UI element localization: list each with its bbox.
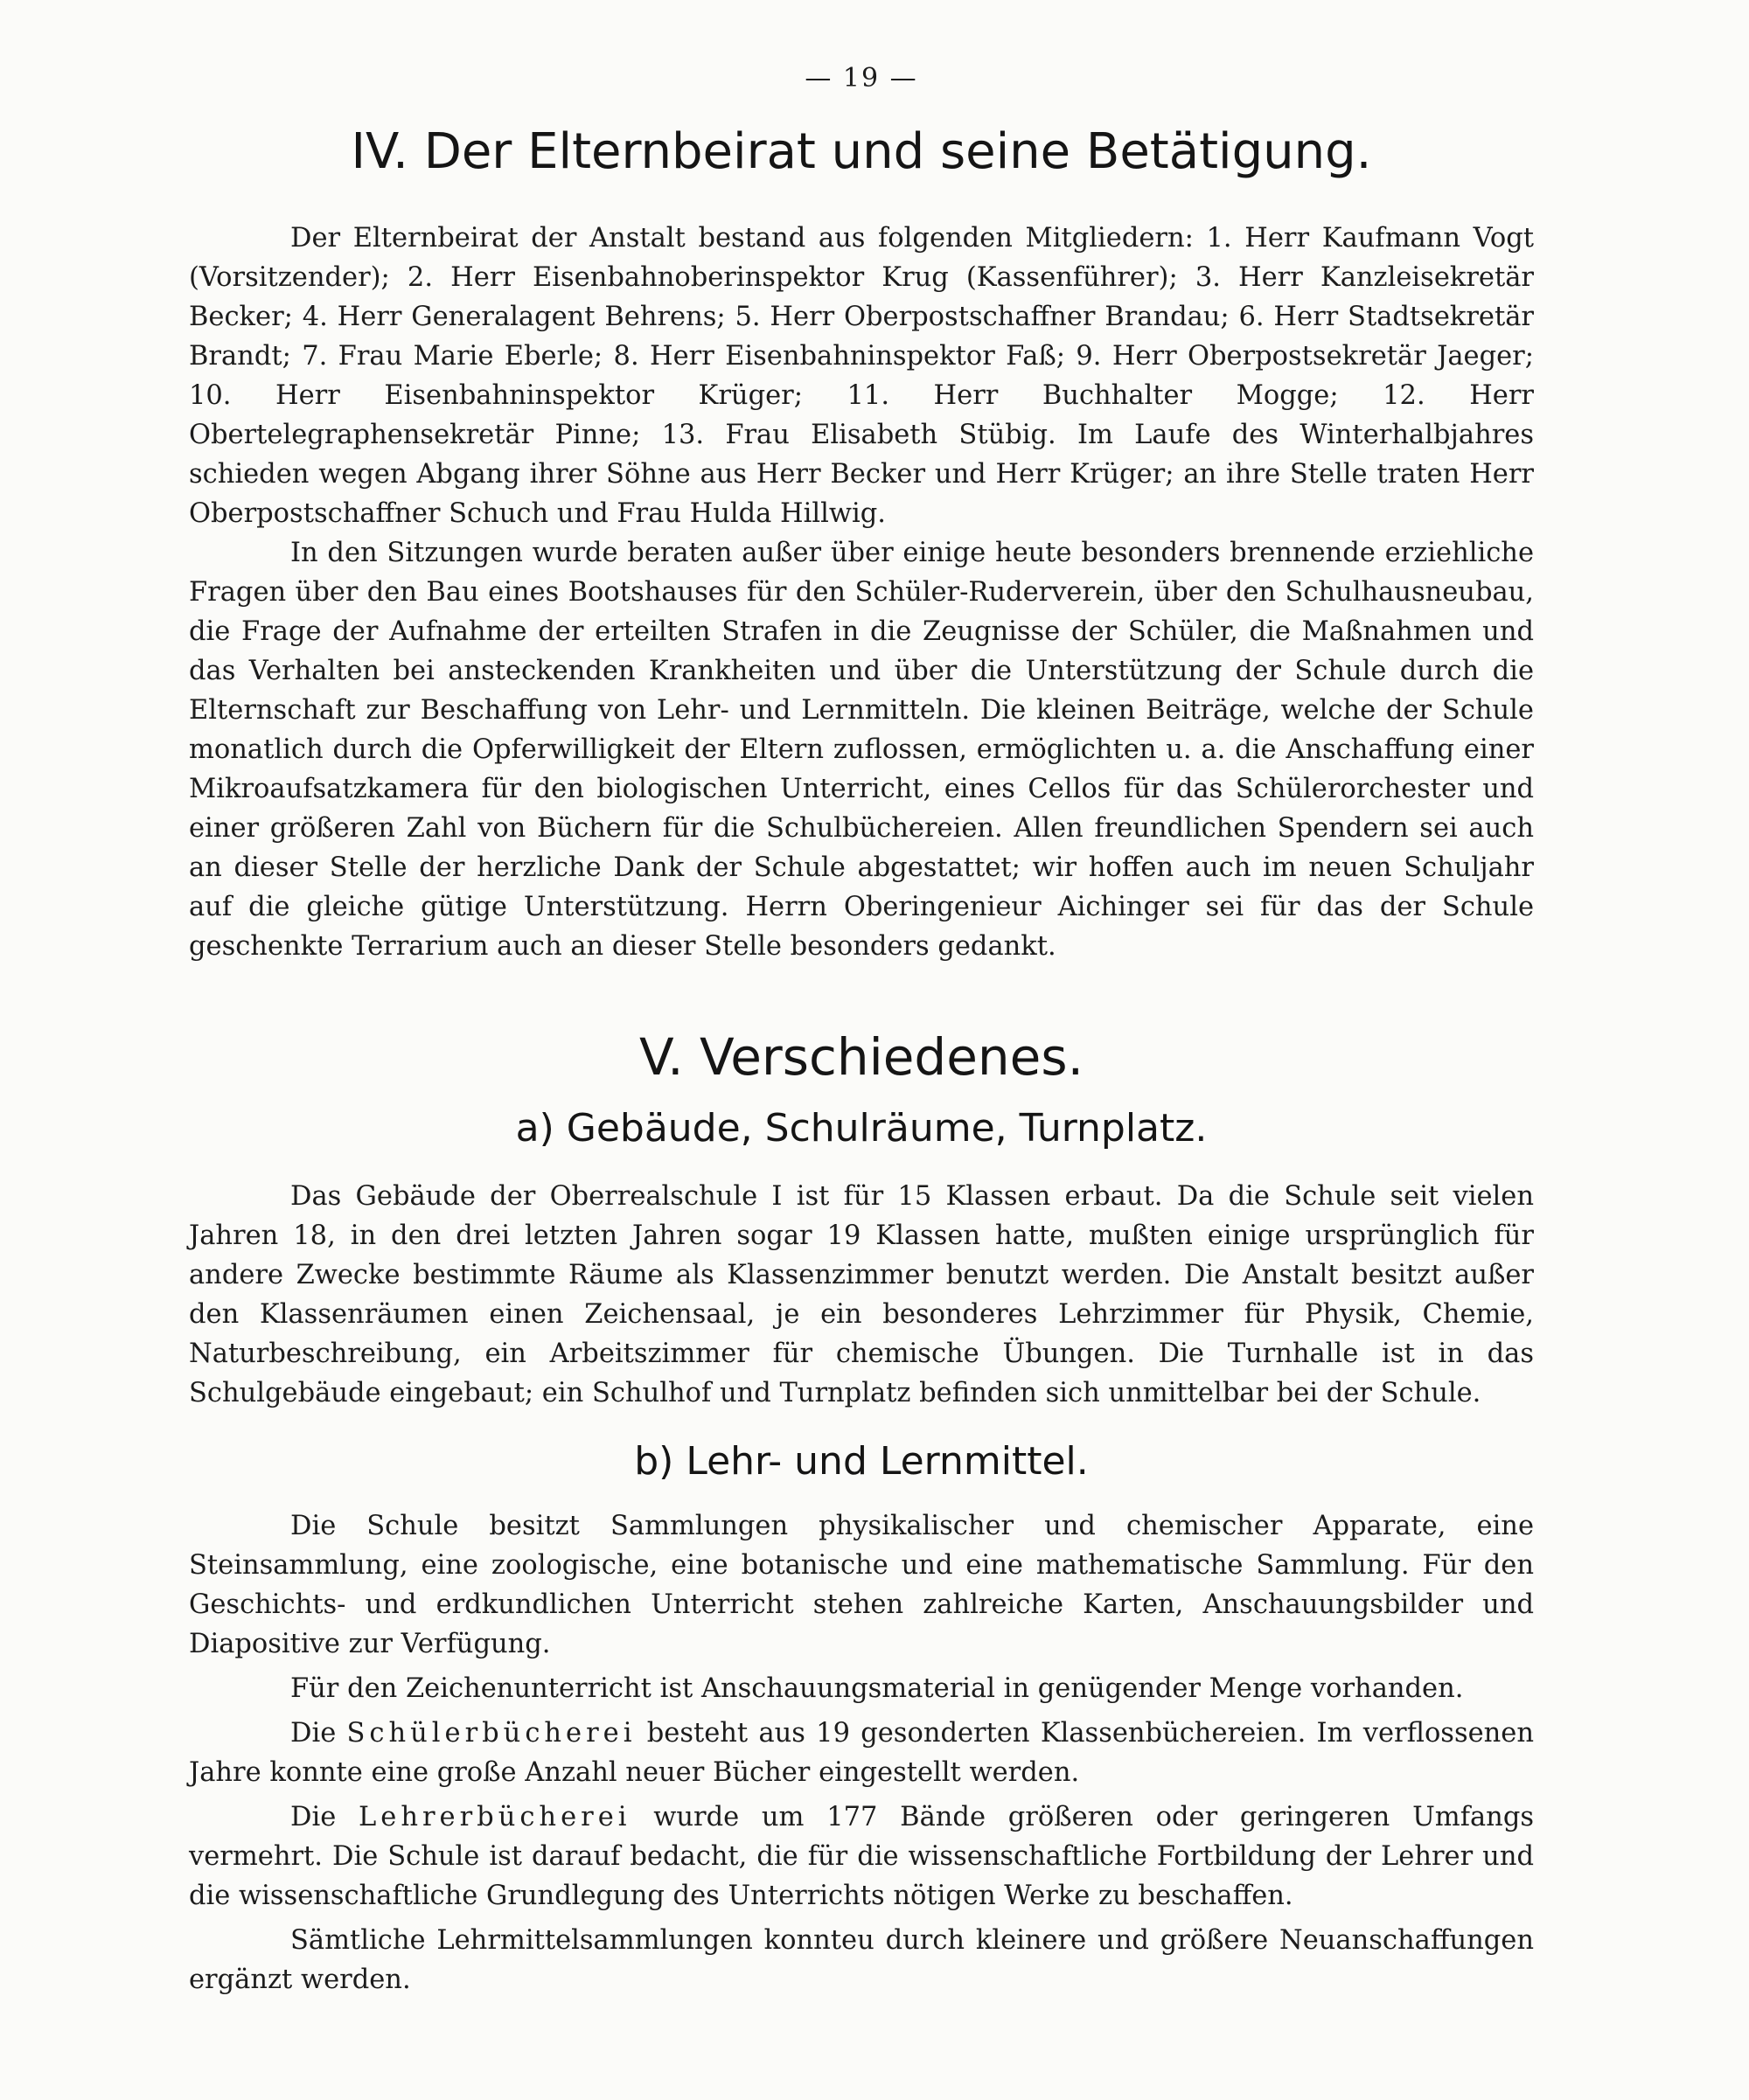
teacher-library-text: wurde um 177 Bände größeren oder geringeren Umfangs vermehrt. Die Schule ist darauf bedacht, die für die wissenschaftliche Fortbildung der Lehrer und die wissenschaftliche Grundlegung des Unterrichts nötigen Werke zu beschaffen. <box>189 1802 1534 1911</box>
student-library-term: Schülerbücherei <box>346 1718 637 1749</box>
section-4-title: IV. Der Elternbeirat und seine Betätigung. <box>351 123 1372 180</box>
drawing-material-paragraph: Für den Zeichenunterricht ist Anschauungsmaterial in genügender Menge vorhanden. <box>290 1673 1464 1704</box>
teaching-materials-paragraph: Sämtliche Lehrmittelsammlungen konnteu durch kleinere und größere Neuanschaffungen ergänzt werden. <box>189 1925 1534 1995</box>
student-library-text: besteht aus 19 gesonderten Klassenbüchereien. Im verflossenen Jahre konnte eine große Anzahl neuer Bücher eingestellt werden. <box>189 1718 1534 1788</box>
parents-council-members-paragraph: Der Elternbeirat der Anstalt bestand aus folgenden Mitgliedern: 1. Herr Kaufmann Vogt (Vorsitzender); 2. Herr Eisenbahnoberinspektor Krug (Kassenführer); 3. Herr Kanzleisekretär Becker; 4. Herr Generalagent Behrens; 5. Herr Oberpostschaffner Brandau; 6. Herr Stadtsekretär Brandt; 7. Frau Marie Eberle; 8. Herr Eisenbahninspektor Faß; 9. Herr Oberpostsekretär Jaeger; 10. Herr Eisenbahninspektor Krüger; 11. Herr Buchhalter Mogge; 12. Herr Obertelegraphensekretär Pinne; 13. Frau Elisabeth Stübig. Im Laufe des Winterhalbjahres schieden wegen Abgang ihrer Söhne aus Herr Becker und Herr Krüger; an ihre Stelle traten Herr Oberpostschaffner Schuch und Frau Hulda Hillwig. <box>189 223 1534 529</box>
collections-paragraph: Die Schule besitzt Sammlungen physikalischer und chemischer Apparate, eine Steinsammlung, eine zoologische, eine botanische und eine mathematische Sammlung. Für den Geschichts- und erdkundlichen Unterricht stehen zahlreiche Karten, Anschauungsbilder und Diapositive zur Verfügung. <box>189 1511 1534 1659</box>
teacher-library-lead: Die <box>290 1802 359 1832</box>
parents-council-meetings-paragraph: In den Sitzungen wurde beraten außer über einige heute besonders brennende erziehliche Fragen über den Bau eines Bootshauses für den Schüler-Ruderverein, über den Schulhausneubau, die Frage der Aufnahme der erteilten Strafen in die Zeugnisse der Schüler, die Maßnahmen und das Verhalten bei ansteckenden Krankheiten und über die Unterstützung der Schule durch die Elternschaft zur Beschaffung von Lehr- und Lernmitteln. Die kleinen Beiträge, welche der Schule monatlich durch die Opferwilligkeit der Eltern zuflossen, ermöglichten u. a. die Anschaffung einer Mikroaufsatzkamera für den biologischen Unterricht, eines Cellos für das Schülerorchester und einer größeren Zahl von Büchern für die Schulbüchereien. Allen freundlichen Spendern sei auch an dieser Stelle der herzliche Dank der Schule abgestattet; wir hoffen auch im neuen Schuljahr auf die gleiche gütige Unterstützung. Herrn Oberingenieur Aichinger sei für das der Schule geschenkte Terrarium auch an dieser Stelle besonders gedankt. <box>189 538 1534 962</box>
subsection-a-title: a) Gebäude, Schulräume, Turnplatz. <box>515 1106 1208 1151</box>
student-library-lead: Die <box>290 1718 347 1749</box>
building-paragraph: Das Gebäude der Oberrealschule I ist für 15 Klassen erbaut. Da die Schule seit vielen Jahren 18, in den drei letzten Jahren sogar 19 Klassen hatte, mußten einige ursprünglich für andere Zwecke bestimmte Räume als Klassenzimmer benutzt werden. Die Anstalt besitzt außer den Klassenräumen einen Zeichensaal, je ein besonderes Lehrzimmer für Physik, Chemie, Naturbeschreibung, ein Arbeitszimmer für chemische Übungen. Die Turnhalle ist in das Schulgebäude eingebaut; ein Schulhof und Turnplatz befinden sich unmittelbar bei der Schule. <box>189 1181 1534 1408</box>
teacher-library-term: Lehrerbücherei <box>359 1802 631 1832</box>
page-number: — 19 — <box>805 63 918 94</box>
student-library-paragraph <box>189 1714 1534 1792</box>
subsection-b-title: b) Lehr- und Lernmittel. <box>634 1439 1089 1484</box>
page-content <box>189 63 1534 1999</box>
section-5-title: V. Verschiedenes. <box>638 1027 1084 1087</box>
teacher-library-paragraph <box>189 1798 1534 1916</box>
